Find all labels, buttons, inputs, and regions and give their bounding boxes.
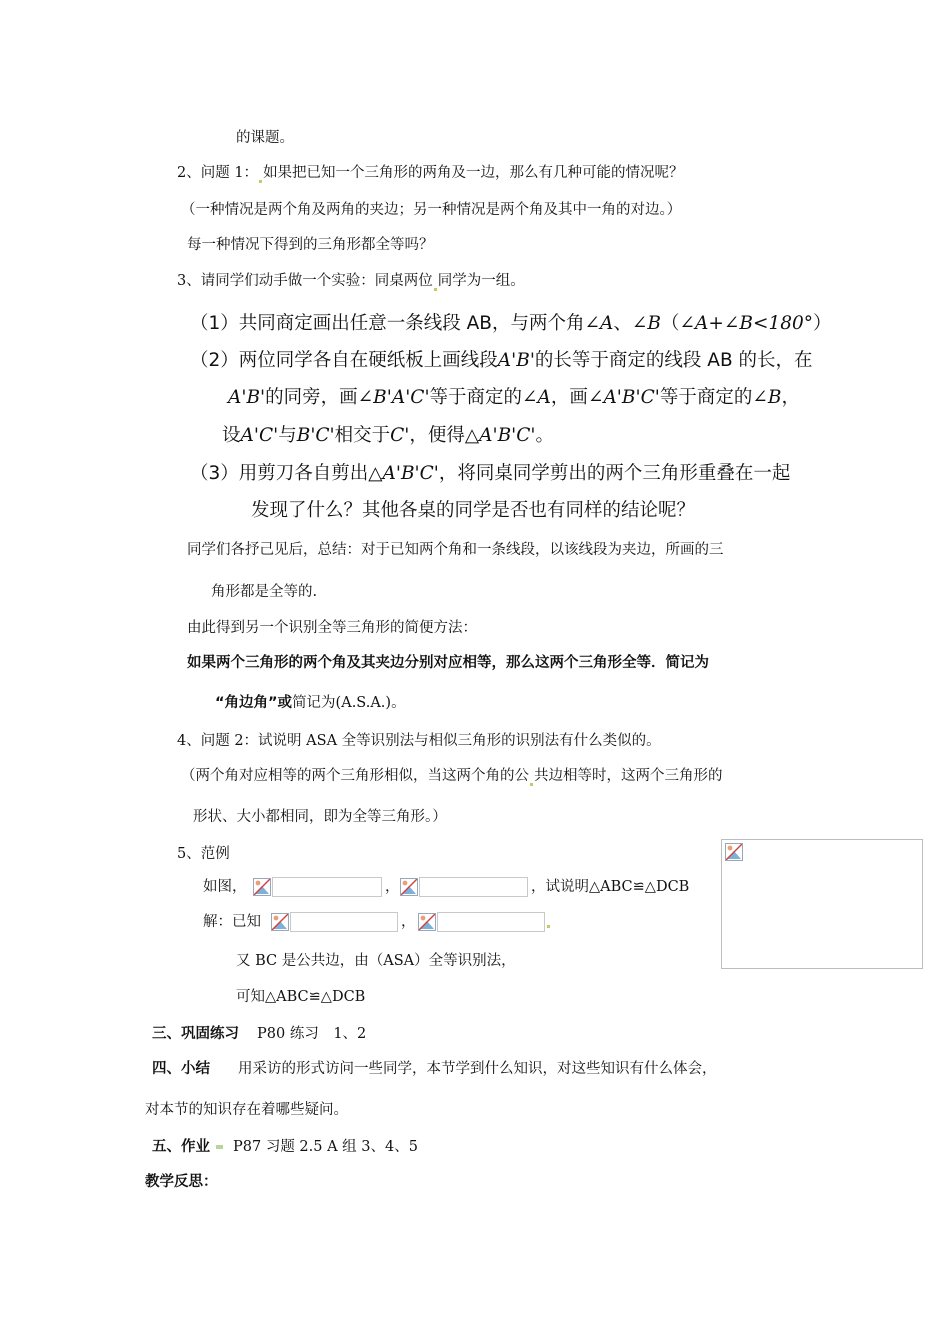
solution-conclusion: 可知△ABC≌△DCB xyxy=(236,989,366,1005)
experiment-step-1: （1）共同商定画出任意一条线段 AB，与两个角∠A、∠B（∠A+∠B<180°） xyxy=(190,313,832,334)
text-line: 每一种情况下得到的三角形都全等吗？ xyxy=(187,237,434,253)
theorem-line: 如果两个三角形的两个角及其夹边分别对应相等，那么这两个三角形全等．简记为 xyxy=(187,655,709,671)
broken-image-icon xyxy=(418,913,436,931)
theorem-abbrev: “角边角”或简记为(A.S.A.)。 xyxy=(215,695,406,711)
broken-image-icon xyxy=(271,913,289,931)
experiment-step-2-cont: A'B'的同旁，画∠B'A'C'等于商定的∠A，画∠A'B'C'等于商定的∠B， xyxy=(228,387,800,408)
example-task: ，试说明△ABC≌△DCB xyxy=(531,879,690,895)
marker-dot xyxy=(259,180,262,183)
text-line: 形状、大小都相同，即为全等三角形。） xyxy=(193,809,447,825)
question-2: 4、问题 2：试说明 ASA 全等识别法与相似三角形的识别法有什么类似的。 xyxy=(177,733,661,749)
summary-line: 同学们各抒己见后，总结：对于已知两个角和一条线段，以该线段为夹边，所画的三 xyxy=(187,542,724,558)
section-summary: 四、小结 用采访的形式访问一些同学，本节学到什么知识，对这些知识有什么体会， xyxy=(152,1061,717,1077)
text-line: （一种情况是两个角及两角的夹边；另一种情况是两个角及其中一角的对边。） xyxy=(181,202,682,218)
broken-image-icon xyxy=(400,878,418,896)
experiment-step-2-end: 设A'C'与B'C'相交于C'，便得△A'B'C'。 xyxy=(222,425,555,446)
section-homework: 五、作业 P87 习题 2.5 A 组 3、4、5 xyxy=(152,1139,418,1155)
section-reflection: 教学反思： xyxy=(145,1174,218,1190)
condition-field xyxy=(290,912,398,932)
experiment-step-3: （3）用剪刀各自剪出△A'B'C'，将同桌同学剪出的两个三角形重叠在一起 xyxy=(190,463,791,484)
condition-field xyxy=(272,877,382,897)
experiment-intro: 3、请同学们动手做一个实验：同桌两位 同学为一组。 xyxy=(177,273,525,289)
marker-dot xyxy=(434,288,437,291)
experiment-step-3-cont: 发现了什么？其他各桌的同学是否也有同样的结论呢？ xyxy=(251,500,696,521)
separator: ， xyxy=(385,879,400,895)
marker-bar xyxy=(216,1145,223,1149)
text-line: （两个角对应相等的两个三角形相似，当这两个角的公 共边相等时，这两个三角形的 xyxy=(181,768,723,784)
figure-frame xyxy=(721,839,923,969)
solution-step: 又 BC 是公共边，由（ASA）全等识别法， xyxy=(236,953,516,969)
solution-label: 解：已知 xyxy=(203,914,261,930)
experiment-step-2: （2）两位同学各自在硬纸板上画线段A'B'的长等于商定的线段 AB 的长，在 xyxy=(190,350,813,371)
example-heading: 5、范例 xyxy=(177,846,230,862)
marker-dot xyxy=(530,783,533,786)
broken-image-icon xyxy=(725,843,743,861)
condition-field xyxy=(437,912,545,932)
separator: ， xyxy=(401,914,416,930)
marker-dot xyxy=(547,925,550,928)
text-line: 的课题。 xyxy=(236,130,294,146)
question-1: 2、问题 1： 如果把已知一个三角形的两角及一边，那么有几种可能的情况呢？ xyxy=(177,165,684,181)
condition-field xyxy=(419,877,528,897)
broken-image-icon xyxy=(253,878,271,896)
text-line: 对本节的知识存在着哪些疑问。 xyxy=(145,1102,348,1118)
summary-line: 角形都是全等的. xyxy=(211,584,318,600)
summary-line: 由此得到另一个识别全等三角形的简便方法： xyxy=(187,620,477,636)
example-given-label: 如图， xyxy=(203,879,247,895)
section-practice: 三、巩固练习 P80 练习 1、2 xyxy=(152,1026,367,1042)
